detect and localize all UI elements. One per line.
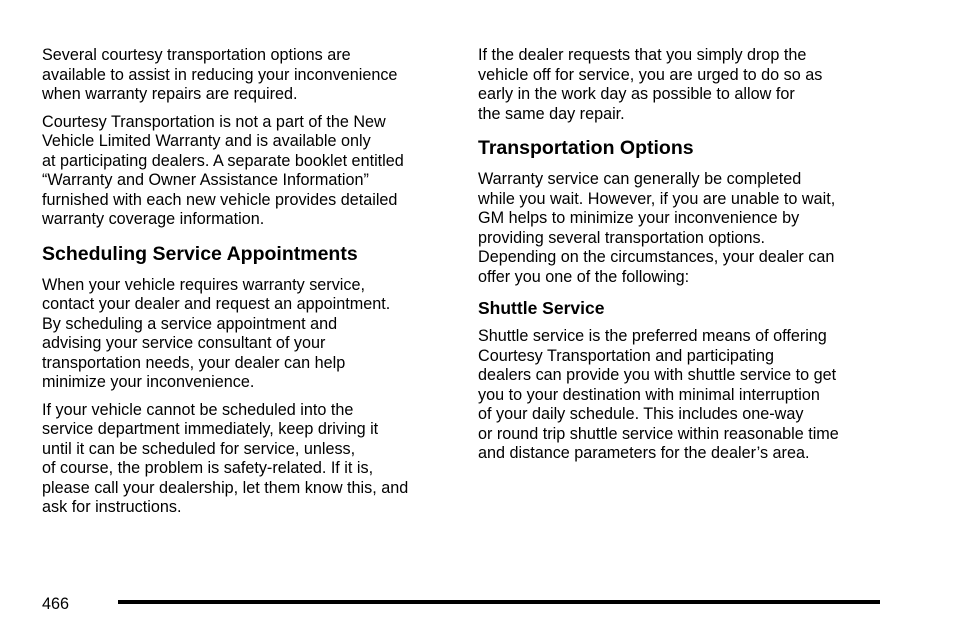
text-line: of your daily schedule. This includes one-way (478, 405, 804, 423)
text-line: offer you one of the following: (478, 267, 690, 286)
scheduling-paragraph (42, 276, 454, 393)
text-line: service department immediately, keep driving it (42, 420, 379, 438)
text-line: warranty coverage information. (42, 210, 265, 228)
text-line: advising your service consultant of your (42, 334, 326, 352)
text-line: when warranty repairs are required. (42, 85, 298, 103)
shuttle-paragraph (478, 327, 890, 464)
text-line: Several courtesy transportation options are (42, 46, 351, 64)
text-line: at participating dealers. A separate booklet entitled (42, 151, 404, 170)
right-column (478, 46, 890, 472)
text-line: Courtesy Transportation is not a part of the New (42, 112, 386, 131)
text-line: the same day repair. (478, 104, 625, 123)
text-line: early in the work day as possible to allow for (478, 85, 795, 103)
text-line: furnished with each new vehicle provides detailed (42, 190, 398, 209)
text-line: Shuttle service is the preferred means of offering (478, 327, 827, 345)
text-line: Depending on the circumstances, your dealer can (478, 248, 835, 266)
text-line: and distance parameters for the dealer’s area. (478, 444, 810, 462)
shuttle-subheading: Shuttle Service (478, 298, 605, 318)
scheduling-heading: Scheduling Service Appointments (42, 242, 358, 265)
intro-paragraph (42, 46, 454, 105)
text-line: If your vehicle cannot be scheduled into the (42, 400, 354, 419)
page-number: 466 (42, 595, 70, 613)
drop-off-paragraph (478, 46, 890, 124)
left-column (42, 46, 454, 526)
courtesy-paragraph (42, 113, 454, 230)
safety-paragraph (42, 401, 454, 518)
text-line: Courtesy Transportation and participating (478, 346, 775, 365)
transportation-paragraph (478, 170, 890, 287)
text-line: dealers can provide you with shuttle service to get (478, 366, 837, 384)
text-line: By scheduling a service appointment and (42, 314, 338, 333)
text-line: while you wait. However, if you are unable to wait, (478, 189, 836, 208)
text-line: vehicle off for service, you are urged to do so as (478, 65, 823, 84)
text-line: minimize your inconvenience. (42, 373, 255, 391)
text-line: please call your dealership, let them know this, and (42, 478, 409, 497)
transportation-heading: Transportation Options (478, 137, 694, 159)
text-line: you to your destination with minimal interruption (478, 385, 820, 404)
text-line: GM helps to minimize your inconvenience by (478, 209, 800, 227)
footer-rule (118, 600, 880, 604)
text-line: until it can be scheduled for service, unless, (42, 439, 356, 458)
text-line: contact your dealer and request an appointment. (42, 295, 391, 313)
text-line: Vehicle Limited Warranty and is available only (42, 132, 371, 150)
text-line: When your vehicle requires warranty service, (42, 275, 365, 294)
text-line: Warranty service can generally be completed (478, 170, 802, 188)
text-line: or round trip shuttle service within reasonable time (478, 424, 839, 443)
text-line: ask for instructions. (42, 498, 182, 516)
text-line: transportation needs, your dealer can help (42, 353, 346, 372)
text-line: “Warranty and Owner Assistance Information” (42, 171, 369, 189)
text-line: available to assist in reducing your inconvenience (42, 65, 398, 84)
text-line: providing several transportation options. (478, 228, 766, 247)
text-line: If the dealer requests that you simply drop the (478, 46, 807, 64)
text-line: of course, the problem is safety-related. If it is, (42, 459, 374, 477)
